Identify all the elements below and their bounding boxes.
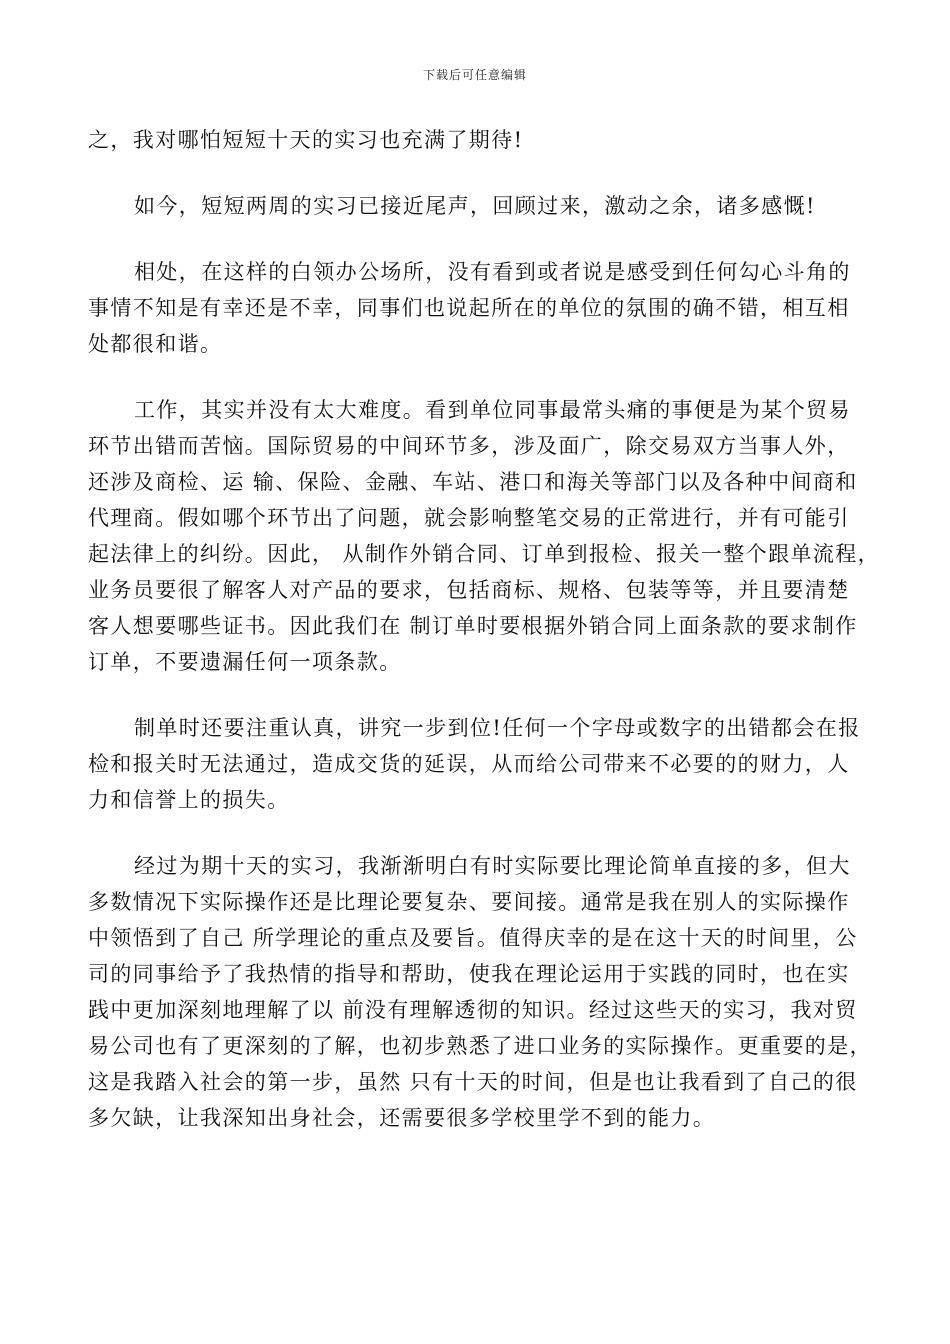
text-line: 之，我对哪怕短短十天的实习也充满了期待! — [88, 128, 524, 152]
text-line: 易公司也有了更深刻的了解，也初步熟悉了进口业务的实际操作。更重要的是， — [88, 1034, 872, 1058]
text-line: 多欠缺，让我深知出身社会，还需要很多学校里学不到的能力。 — [88, 1106, 716, 1130]
text-line: 制单时还要注重认真，讲究一步到位!任何一个字母或数字的出错都会在报 — [134, 716, 861, 740]
text-line: 多数情况下实际操作还是比理论要复杂、要间接。通常是我在别人的实际操作 — [88, 890, 850, 914]
text-line: 如今，短短两周的实习已接近尾声，回顾过来，激动之余，诸多感慨! — [134, 194, 816, 218]
text-line: 工作，其实并没有太大难度。看到单位同事最常头痛的事便是为某个贸易 — [134, 398, 851, 422]
document-body — [88, 122, 881, 1136]
text-line: 司的同事给予了我热情的指导和帮助，使我在理论运用于实践的同时，也在实 — [88, 962, 850, 986]
page-header: 下载后可任意编辑 — [422, 68, 527, 82]
text-line: 代理商。假如哪个环节出了问题，就会影响整笔交易的正常进行，并有可能引 — [88, 506, 850, 530]
text-line: 检和报关时无法通过，造成交货的延误，从而给公司带来不必要的的财力，人 — [88, 752, 850, 776]
text-line: 客人想要哪些证书。因此我们在 制订单时要根据外销合同上面条款的要求制作 — [88, 614, 858, 638]
paragraph-1 — [88, 122, 868, 158]
text-line: 中领悟到了自己 所学理论的重点及要旨。值得庆幸的是在这十天的时间里，公 — [88, 926, 858, 950]
text-line: 这是我踏入社会的第一步，虽然 只有十天的时间，但是也让我看到了自己的很 — [88, 1070, 858, 1094]
paragraph-2 — [88, 188, 868, 224]
text-line: 经过为期十天的实习，我渐渐明白有时实际要比理论简单直接的多，但大 — [134, 854, 851, 878]
text-line: 起法律上的纠纷。因此， 从制作外销合同、订单到报检、报关一整个跟单流程， — [88, 542, 881, 566]
text-line: 力和信誉上的损失。 — [88, 788, 290, 812]
text-line: 还涉及商检、运 输、保险、金融、车站、港口和海关等部门以及各种中间商和 — [88, 470, 858, 494]
paragraph-3 — [88, 254, 868, 362]
paragraph-6 — [88, 848, 872, 1136]
paragraph-5 — [88, 710, 868, 818]
text-line: 践中更加深刻地理解了以 前没有理解透彻的知识。经过这些天的实习，我对贸 — [88, 998, 858, 1022]
text-line: 业务员要很了解客人对产品的要求，包括商标、规格、包装等等，并且要清楚 — [88, 578, 850, 602]
text-line: 订单，不要遗漏任何一项条款。 — [88, 650, 402, 674]
text-line: 相处，在这样的白领办公场所，没有看到或者说是感受到任何勾心斗角的 — [134, 260, 851, 284]
text-line: 环节出错而苦恼。国际贸易的中间环节多，涉及面广，除交易双方当事人外， — [88, 434, 850, 458]
text-line: 事情不知是有幸还是不幸，同事们也说起所在的单位的氛围的确不错，相互相 — [88, 296, 850, 320]
paragraph-4 — [88, 392, 881, 680]
text-line: 处都很和谐。 — [88, 332, 223, 356]
